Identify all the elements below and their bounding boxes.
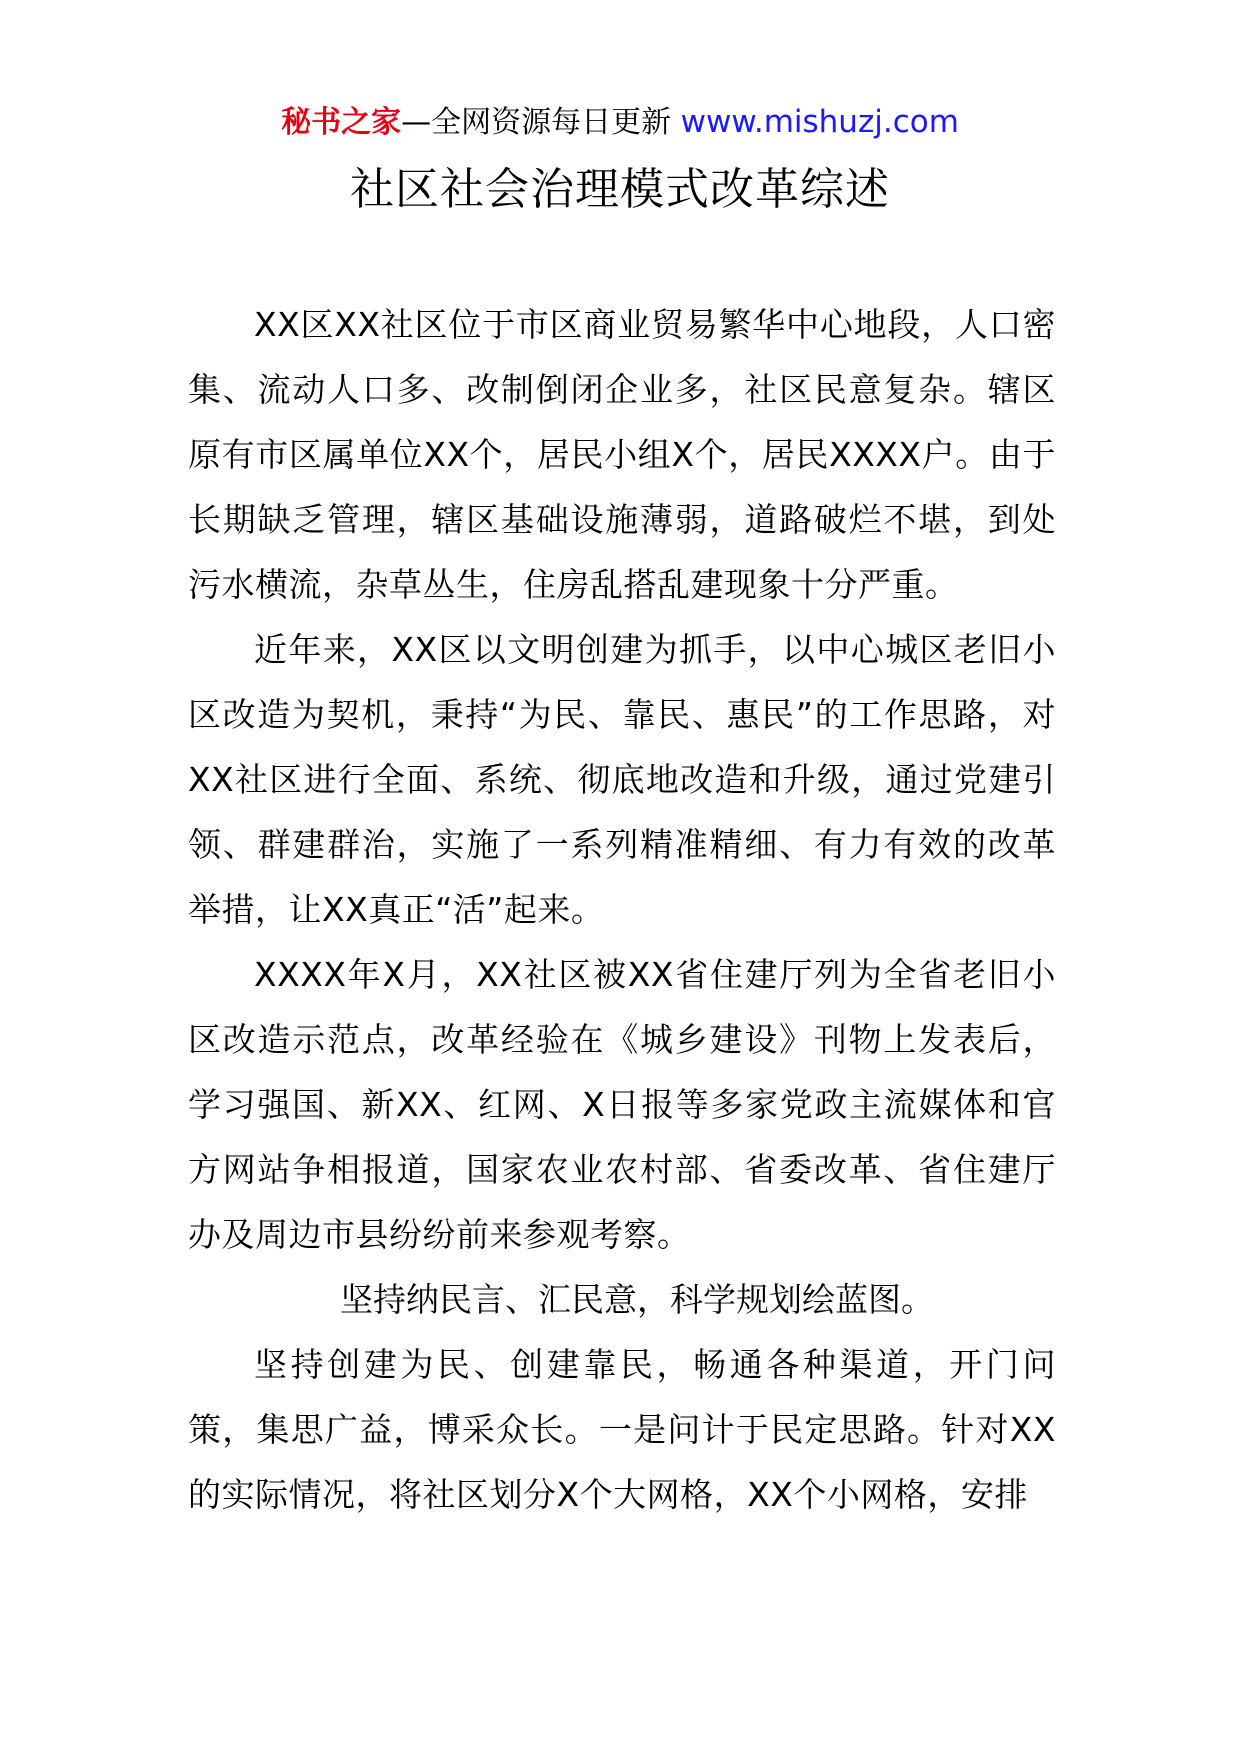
document-title: 社区社会治理模式改革综述 xyxy=(350,164,890,215)
section-heading: 坚持纳民言、汇民意，科学规划绘蓝图。 xyxy=(340,1280,934,1319)
document-body xyxy=(188,292,1056,1527)
paragraph-planning: 坚持创建为民、创建靠民，畅通各种渠道，开门问策，集思广益，博采众长。一是问计于民定思路。针对XX的实际情况，将社区划分X个大网格，XX个小网格，安排 xyxy=(188,1345,1056,1514)
header-tagline: —全网资源每日更新 xyxy=(401,105,672,140)
paragraph-recognition: XXXX年X月，XX社区被XX省住建厅列为全省老旧小区改造示范点，改革经验在《城乡建设》刊物上发表后，学习强国、新XX、红网、X日报等多家党政主流媒体和官方网站争相报道，国家农业农村部、省委改革、省住建厅办及周边市县纷纷前来参观考察。 xyxy=(188,955,1056,1254)
brand-name: 秘书之家 xyxy=(281,105,402,140)
site-url-link[interactable]: www.mishuzj.com xyxy=(680,104,959,140)
paragraph-background: XX区XX社区位于市区商业贸易繁华中心地段，人口密集、流动人口多、改制倒闭企业多，社区民意复杂。辖区原有市区属单位XX个，居民小组X个，居民XXXX户。由于长期缺乏管理，辖区基础设施薄弱，道路破烂不堪，到处污水横流，杂草丛生，住房乱搭乱建现象十分严重。 xyxy=(188,305,1056,604)
paragraph-recent-work: 近年来，XX区以文明创建为抓手，以中心城区老旧小区改造为契机，秉持“为民、靠民、惠民”的工作思路，对XX社区进行全面、系统、彻底地改造和升级，通过党建引领、群建群治，实施了一系列精准精细、有力有效的改革举措，让XX真正“活”起来。 xyxy=(188,630,1056,929)
source-header xyxy=(0,100,1240,145)
